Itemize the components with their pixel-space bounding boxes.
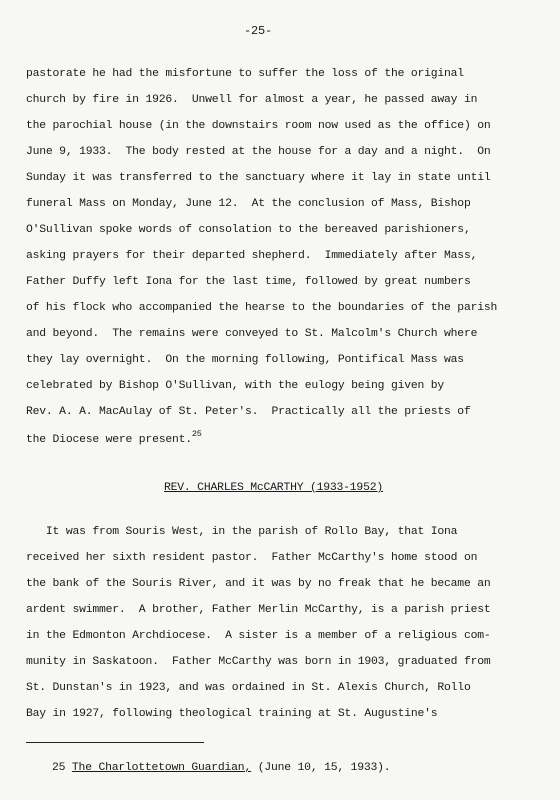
text-line: the bank of the Souris River, and it was by no freak that he became an [26, 578, 491, 590]
text-line-content: the Diocese were present. [26, 434, 192, 446]
footnote-reference: 25 [191, 429, 202, 439]
text-line: It was from Souris West, in the parish of Rollo Bay, that Iona [26, 526, 458, 538]
text-line: of his flock who accompanied the hearse to the boundaries of the parish [26, 302, 498, 314]
text-line: June 9, 1933. The body rested at the house for a day and a night. On [26, 146, 491, 158]
text-line: munity in Saskatoon. Father McCarthy was born in 1903, graduated from [26, 656, 491, 668]
text-line: ardent swimmer. A brother, Father Merlin McCarthy, is a parish priest [26, 604, 491, 616]
text-line: received her sixth resident pastor. Father McCarthy's home stood on [26, 552, 478, 564]
footnote-number: 25 [52, 762, 66, 774]
text-line: Rev. A. A. MacAulay of St. Peter's. Practically all the priests of [26, 406, 471, 418]
text-line: the parochial house (in the downstairs room now used as the office) on [26, 120, 491, 132]
section-heading-text: REV. CHARLES McCARTHY (1933-1952) [164, 482, 383, 494]
text-line: Sunday it was transferred to the sanctuary where it lay in state until [26, 172, 491, 184]
page-number: -25- [244, 24, 273, 38]
text-line: in the Edmonton Archdiocese. A sister is a member of a religious com- [26, 630, 491, 642]
footnote [52, 762, 390, 774]
footnote-source-date: (June 10, 15, 1933). [251, 762, 391, 774]
text-line: Father Duffy left Iona for the last time, followed by great numbers [26, 276, 471, 288]
text-line: funeral Mass on Monday, June 12. At the conclusion of Mass, Bishop [26, 198, 471, 210]
text-line: asking prayers for their departed shepherd. Immediately after Mass, [26, 250, 478, 262]
text-line: Bay in 1927, following theological training at St. Augustine's [26, 708, 438, 720]
footnote-divider [26, 742, 204, 743]
text-line: O'Sullivan spoke words of consolation to the bereaved parishioners, [26, 224, 471, 236]
text-line: celebrated by Bishop O'Sullivan, with the eulogy being given by [26, 380, 445, 392]
text-line: they lay overnight. On the morning following, Pontifical Mass was [26, 354, 464, 366]
section-heading [164, 482, 383, 494]
text-line: pastorate he had the misfortune to suffer the loss of the original [26, 68, 464, 80]
text-line: and beyond. The remains were conveyed to St. Malcolm's Church where [26, 328, 478, 340]
text-line: church by fire in 1926. Unwell for almost a year, he passed away in [26, 94, 478, 106]
text-line: St. Dunstan's in 1923, and was ordained in St. Alexis Church, Rollo [26, 682, 471, 694]
text-line [26, 429, 202, 446]
footnote-source-title: The Charlottetown Guardian, [71, 762, 252, 774]
